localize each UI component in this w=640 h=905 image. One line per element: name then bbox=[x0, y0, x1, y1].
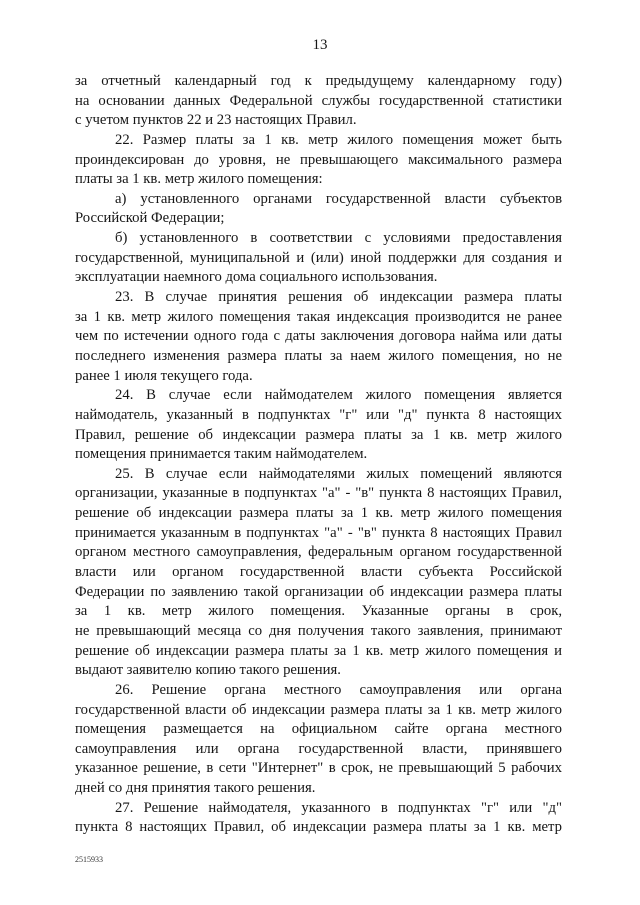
text-line: чем по истечении одного года с даты заключения договора найма или даты bbox=[75, 328, 562, 345]
text-line: пункта 8 настоящих Правил, об индексации размера платы за 1 кв. метр bbox=[75, 819, 562, 836]
text-line: дней со дня принятия такого решения. bbox=[75, 780, 316, 797]
paragraph bbox=[75, 131, 562, 190]
text-line: указанное решение, в сети "Интернет" в срок, не превышающий 5 рабочих bbox=[75, 760, 562, 777]
text-line: за 1 кв. метр жилого помещения такая индексация производится не ранее bbox=[75, 308, 562, 325]
text-line: эксплуатации наемного дома социального использования. bbox=[75, 269, 438, 286]
text-line: ранее 1 июля текущего года. bbox=[75, 367, 253, 384]
text-line: 22. Размер платы за 1 кв. метр жилого помещения может быть bbox=[115, 131, 562, 148]
text-line: б) установленного в соответствии с условиями предоставления bbox=[115, 230, 562, 247]
text-line: органом местного самоуправления, федеральным органом государственной bbox=[75, 544, 562, 561]
paragraph bbox=[75, 465, 562, 681]
footer-code: 2515933 bbox=[75, 855, 103, 864]
text-line: Правил, решение об индексации размера платы за 1 кв. метр жилого bbox=[75, 426, 562, 443]
text-line: за отчетный календарный год к предыдущему календарному году) bbox=[75, 73, 562, 89]
text-line: организации, указанные в подпунктах "а" - "в" пункта 8 настоящих Правил, bbox=[75, 485, 562, 502]
paragraph bbox=[75, 229, 562, 288]
text-line: государственной, муниципальной и (или) иной поддержки для создания и bbox=[75, 249, 562, 266]
page-number: 13 bbox=[312, 37, 328, 53]
text-line: 25. В случае если наймодателями жилых помещений являются bbox=[115, 465, 562, 482]
text-line: помещения размещается на официальном сайте органа местного bbox=[75, 721, 562, 738]
text-line: проиндексирован до уровня, не превышающего максимального размера bbox=[75, 151, 562, 168]
text-line: наймодатель, указанный в подпунктах "г" или "д" пункта 8 настоящих bbox=[75, 406, 562, 423]
text-line: последнего изменения размера платы за наем жилого помещения, но не bbox=[75, 347, 562, 364]
text-line: решение об индексации размера платы за 1 кв. метр жилого помещения bbox=[75, 505, 562, 522]
text-line: самоуправления или органа государственной власти, принявшего bbox=[75, 740, 562, 757]
paragraph bbox=[75, 799, 562, 838]
paragraph bbox=[75, 681, 562, 799]
paragraph bbox=[75, 190, 562, 229]
text-line: не превышающий месяца со дня получения такого заявления, принимают bbox=[75, 622, 562, 639]
text-line: власти или органом государственной власти субъекта Российской bbox=[75, 564, 562, 581]
document-body bbox=[75, 72, 562, 838]
text-line: выдают заявителю копию такого решения. bbox=[75, 662, 341, 679]
text-line: Российской Федерации; bbox=[75, 210, 225, 227]
text-line: а) установленного органами государственной власти субъектов bbox=[115, 190, 562, 207]
text-line: Федерации по заявлению такой организации об индексации размера платы bbox=[75, 583, 562, 600]
text-line: 23. В случае принятия решения об индексации размера платы bbox=[115, 289, 562, 306]
text-line: решение об индексации размера платы за 1 кв. метр жилого помещения и bbox=[75, 642, 562, 659]
text-line: платы за 1 кв. метр жилого помещения: bbox=[75, 171, 323, 188]
paragraph bbox=[75, 288, 562, 386]
text-line: на основании данных Федеральной службы государственной статистики bbox=[75, 92, 562, 109]
text-line: 27. Решение наймодателя, указанного в подпунктах "г" или "д" bbox=[115, 799, 562, 816]
text-line: помещения принимается таким наймодателем. bbox=[75, 446, 368, 463]
text-line: с учетом пунктов 22 и 23 настоящих Правил. bbox=[75, 112, 357, 129]
text-line: за 1 кв. метр жилого помещения. Указанные органы в срок, bbox=[75, 603, 562, 620]
text-line: 24. В случае если наймодателем жилого помещения является bbox=[115, 387, 562, 404]
paragraph bbox=[75, 386, 562, 465]
text-line: принимается указанным в подпунктах "а" - "в" пункта 8 настоящих Правил bbox=[75, 524, 562, 541]
text-line: 26. Решение органа местного самоуправления или органа bbox=[115, 681, 562, 698]
paragraph bbox=[75, 72, 562, 131]
text-line: государственной власти об индексации размера платы за 1 кв. метр жилого bbox=[75, 701, 562, 718]
